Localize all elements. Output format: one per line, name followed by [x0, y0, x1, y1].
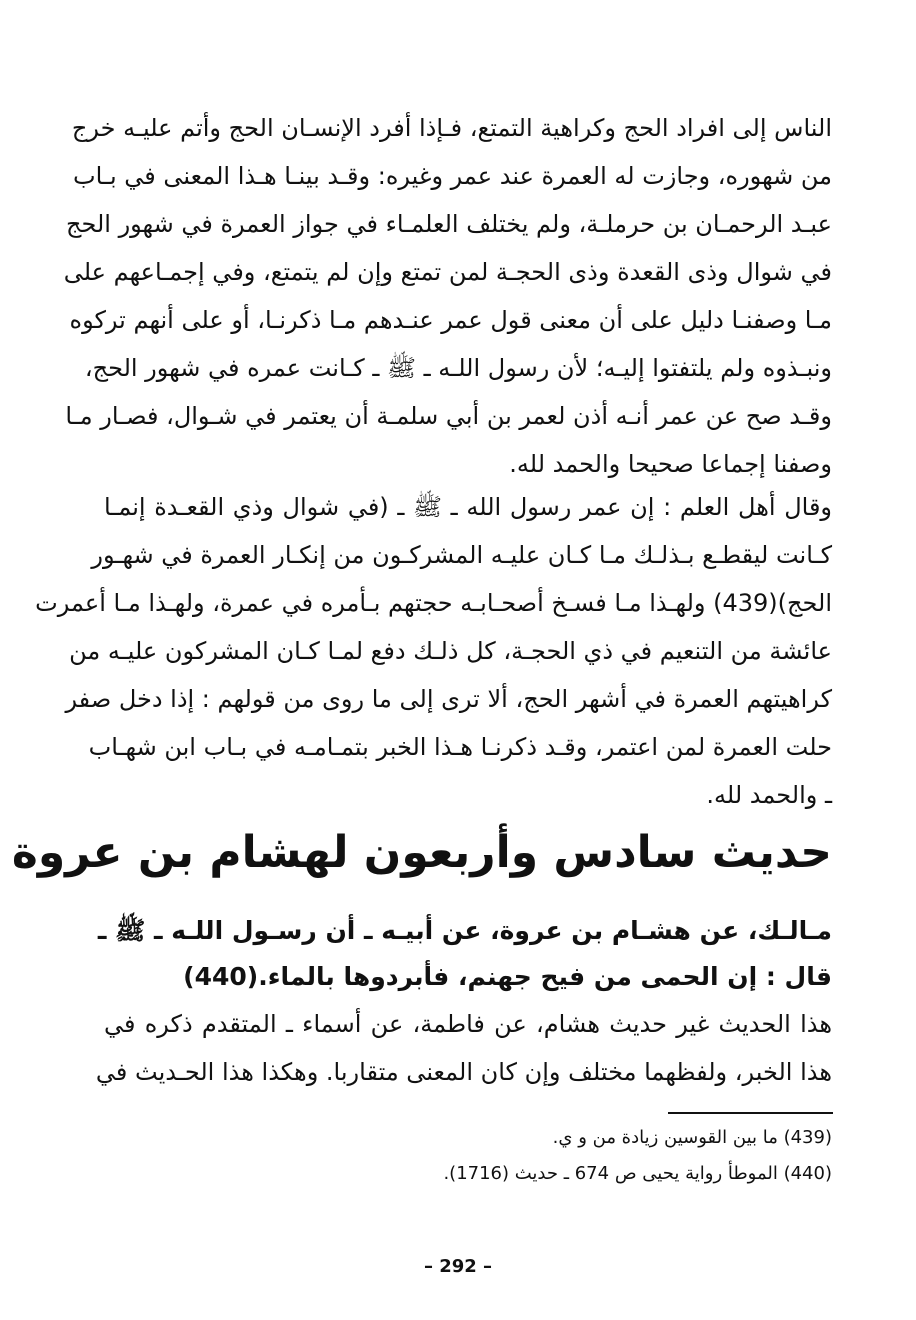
- text-line: في شوال وذى القعدة وذى الحجـة لمن تمتع وإن لم يتمتع، وفي إجمـاعهم على: [63, 258, 832, 286]
- footnote-divider: [668, 1112, 833, 1114]
- text-line: وصفنا إجماعا صحيحا والحمد لله.: [509, 450, 832, 478]
- text-line: كـانت ليقطـع بـذلـك مـا كـان عليـه المشركـون من إنكـار العمرة في شهـور: [91, 541, 832, 569]
- text-line: وقـد صح عن عمر أنـه أذن لعمر بن أبي سلمـة أن يعتمر في شـوال، فصـار مـا: [65, 402, 832, 430]
- text-line: عبـد الرحمـان بن حرملـة، ولم يختلف العلمـاء في جواز العمرة في شهور الحج: [65, 210, 832, 238]
- text-line: كراهيتهم العمرة في أشهر الحج، ألا ترى إلى ما روى من قولهم : إذا دخل صفر: [65, 685, 832, 713]
- paragraph-2: [35, 483, 832, 819]
- text-line: ـ والحمد لله.: [706, 781, 832, 809]
- text-line: الحج)(439) ولهـذا مـا فسـخ أصحـابـه حجتهم بـأمره في عمرة، ولهـذا مـا أعمرت: [35, 589, 832, 617]
- text-line: هذا الحديث غير حديث هشام، عن فاطمة، عن أسماء ـ المتقدم ذكره في: [104, 1010, 832, 1038]
- hadith-text: [97, 908, 832, 1000]
- paragraph-3: [95, 1000, 832, 1096]
- footnote-439: (439) ما بين القوسين زيادة من و ي.: [552, 1127, 832, 1148]
- text-line: مـالـك، عن هشـام بن عروة، عن أبيـه ـ أن رسـول اللـه ـ ﷺ ـ: [97, 916, 832, 945]
- text-line: ونبـذوه ولم يلتفتوا إليـه؛ لأن رسول اللـه ـ ﷺ ـ كـانت عمره في شهور الحج،: [84, 354, 832, 382]
- footnotes: [104, 1120, 832, 1192]
- paragraph-1: [63, 104, 832, 488]
- text-line: مـا وصفنـا دليل على أن معنى قول عمر عنـدهم مـا ذكرنـا، أو على أنهم تركوه: [69, 306, 832, 334]
- section-heading: حديث سادس وأربعون لهشام بن عروة: [11, 827, 832, 878]
- text-line: قال : إن الحمى من فيح جهنم، فأبردوها بالماء.(440): [183, 962, 832, 991]
- footnote-440: (440) الموطأ رواية يحيى ص 674 ـ حديث (1716).: [443, 1163, 832, 1184]
- page-number: – 292 –: [423, 1256, 493, 1277]
- text-line: عائشة من التنعيم في ذي الحجـة، كل ذلـك دفع لمـا كـان المشركون عليـه من: [69, 637, 832, 665]
- text-line: وقال أهل العلم : إن عمر رسول الله ـ ﷺ ـ (في شوال وذي القعـدة إنمـا: [104, 493, 832, 521]
- text-line: هذا الخبر، ولفظهما مختلف وإن كان المعنى متقاربا. وهكذا هذا الحـديث في: [95, 1058, 832, 1086]
- text-line: الناس إلى افراد الحج وكراهية التمتع، فـإذا أفرد الإنسـان الحج وأتم عليـه خرج: [71, 114, 832, 142]
- text-line: حلت العمرة لمن اعتمر، وقـد ذكرنـا هـذا الخبر بتمـامـه في بـاب ابن شهـاب: [88, 733, 832, 761]
- text-line: من شهوره، وجازت له العمرة عند عمر وغيره: وقـد بينـا هـذا المعنى في بـاب: [73, 162, 832, 190]
